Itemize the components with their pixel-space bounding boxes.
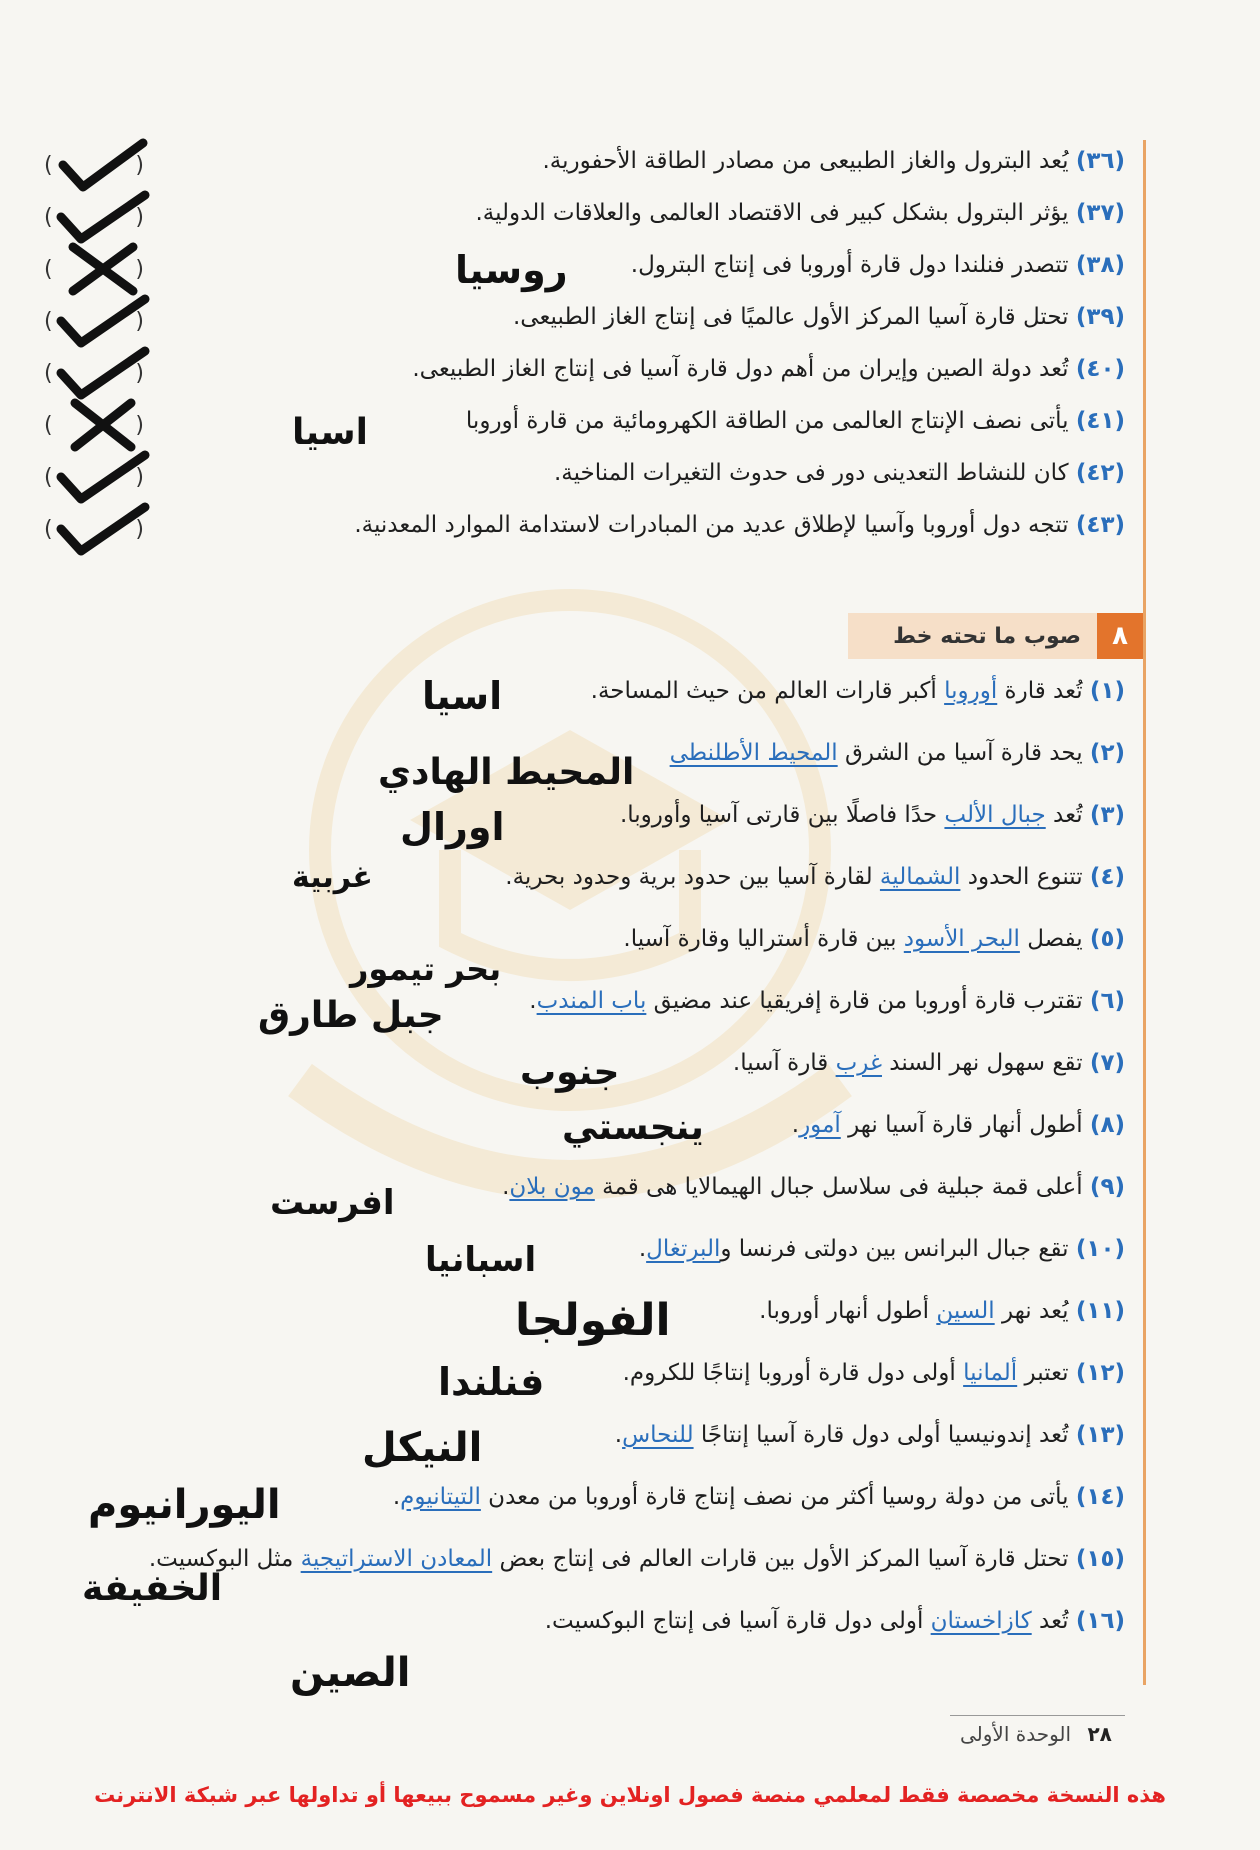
tf-item: (٣٦) يُعد البترول والغاز الطبيعى من مصادر الطاقة الأحفورية. <box>542 148 1125 174</box>
handwritten-answer: جنوب <box>520 1052 620 1093</box>
handwritten-answer: اورال <box>400 805 505 849</box>
tf-item: (٣٧) يؤثر البترول بشكل كبير فى الاقتصاد العالمى والعلاقات الدولية. <box>475 200 1125 226</box>
tf-item: (٣٩) تحتل قارة آسيا المركز الأول عالميًا فى إنتاج الغاز الطبيعى. <box>512 304 1125 330</box>
worksheet-page: (٣٦) يُعد البترول والغاز الطبيعى من مصادر الطاقة الأحفورية. (٣٧) يؤثر البترول بشكل كبير فى الاقتصاد العالمى والعلاقات الدولية. (٣٨) تتصدر فنلندا دول قارة أوروبا فى إنتاج البترول. (٣٩) تحتل قارة آسيا المركز الأول عالميًا فى إنتاج الغاز الطبيعى. (٤٠) تُعد دولة الصين وإيران من أهم دول قارة آسيا فى إنتاج الغاز الطبيعى. (٤١) يأتى نصف الإنتاج العالمى من الطاقة الكهرومائية من قارة أوروبا (٤٢) كان للنشاط التعدينى دور فى حدوث التغيرات المناخية. (٤٣) تتجه دول أوروبا وآسيا لإطلاق عديد من المبادرات لاستدامة الموارد المعدنية. روسيا اسيا ( ) ( ) ( ) ( ) ( ) ( ) ( ) ( ) ٨ صوب ما تحته خط (١) تُعد قارة أوروبا أكبر قارات العالم من حيث المساحة. (٢) يحد قارة آسيا من الشرق المحيط الأطلنطى (٣) تُعد جبال الألب حدًا فاصلًا بين قارتى آسيا وأوروبا. (٤) تتنوع الحدود الشمالية لقارة آسيا بين حدود برية وحدود بحرية. (٥) يفصل البحر الأسود بين قارة أستراليا وقارة آسيا. (٦) تقترب قارة أوروبا من قارة إفريقيا عند مضيق باب المندب. (٧) تقع سهول نهر السند غرب قارة آسيا. (٨) أطول أنهار قارة آسيا نهر آمور. (٩) أعلى قمة جبلية فى سلاسل جبال الهيمالايا هى قمة مون بلان. (١٠) تقع جبال البرانس بين دولتى فرنسا والبرتغال. (١١) يُعد نهر السين أطول أنهار أوروبا. (١٢) تعتبر ألمانيا أولى دول قارة أوروبا إنتاجًا للكروم. (١٣) تُعد إندونيسيا أولى دول قارة آسيا إنتاجًا للنحاس. (١٤) يأتى من دولة روسيا أكثر من نصف إنتاج قارة أوروبا من معدن التيتانيوم. (١٥) تحتل قارة آسيا المركز الأول بين قارات العالم فى إنتاج بعض المعادن الاستراتيجية مثل البوكسيت. (١٦) تُعد كازاخستان أولى دول قارة آسيا فى إنتاج البوكسيت. اسيا المحيط الهادي اورال غربية بحر تيمور جبل طارق جنوب ينجستي افرست اسبانيا الفولجا فنلندا النيكل اليورانيوم الخفيفة الصين ٢٨ الوحدة الأولى هذه النسخة مخصصة فقط لمعلمي منصة فصول اونلاين وغير مسموح ببيعها أو تداولها عبر شبكة الانترنت <box>0 0 1260 1850</box>
checkmark-icon <box>61 507 145 551</box>
correct-item: (٥) يفصل البحر الأسود بين قارة أستراليا وقارة آسيا. <box>623 926 1125 952</box>
handwritten-answer: اسيا <box>422 674 503 718</box>
tf-item: (٣٨) تتصدر فنلندا دول قارة أوروبا فى إنتاج البترول. <box>630 252 1125 278</box>
handwritten-answer: النيكل <box>362 1425 483 1471</box>
checkmark-icon <box>61 351 145 395</box>
handwritten-correction: روسيا <box>455 248 568 292</box>
tf-item: (٤١) يأتى نصف الإنتاج العالمى من الطاقة الكهرومائية من قارة أوروبا <box>465 408 1125 434</box>
checkmark-icon <box>61 299 145 343</box>
correct-item: (١١) يُعد نهر السين أطول أنهار أوروبا. <box>759 1298 1125 1324</box>
handwritten-answer: فنلندا <box>438 1360 545 1404</box>
handwritten-answer: الفولجا <box>515 1295 671 1346</box>
correct-item: (١٠) تقع جبال البرانس بين دولتى فرنسا والبرتغال. <box>638 1236 1125 1262</box>
page-number: ٢٨ <box>1087 1722 1112 1746</box>
checkmark-icon <box>61 195 145 239</box>
footer-rule <box>950 1715 1125 1716</box>
handwritten-answer: جبل طارق <box>258 995 444 1036</box>
section-number: ٨ <box>1097 613 1143 659</box>
handwritten-answer: ينجستي <box>562 1107 704 1148</box>
margin-rule <box>1143 140 1146 1685</box>
correct-item: (١٤) يأتى من دولة روسيا أكثر من نصف إنتاج قارة أوروبا من معدن التيتانيوم. <box>392 1484 1125 1510</box>
copyright-notice: هذه النسخة مخصصة فقط لمعلمي منصة فصول اونلاين وغير مسموح ببيعها أو تداولها عبر شبكة الانترنت <box>94 1783 1166 1807</box>
tf-item: (٤٣) تتجه دول أوروبا وآسيا لإطلاق عديد من المبادرات لاستدامة الموارد المعدنية. <box>354 512 1125 538</box>
correct-item: (٨) أطول أنهار قارة آسيا نهر آمور. <box>791 1112 1125 1138</box>
correct-item: (٦) تقترب قارة أوروبا من قارة إفريقيا عند مضيق باب المندب. <box>529 988 1125 1014</box>
correct-item: (٧) تقع سهول نهر السند غرب قارة آسيا. <box>732 1050 1125 1076</box>
handwritten-answer: اليورانيوم <box>88 1482 281 1528</box>
cross-mark-icon <box>75 403 131 447</box>
handwritten-marks <box>45 135 165 575</box>
correct-item: (٣) تُعد جبال الألب حدًا فاصلًا بين قارتى آسيا وأوروبا. <box>619 802 1125 828</box>
unit-label: الوحدة الأولى <box>960 1722 1072 1746</box>
tf-item: (٤٢) كان للنشاط التعدينى دور فى حدوث التغيرات المناخية. <box>553 460 1125 486</box>
handwritten-answer: افرست <box>270 1183 395 1223</box>
correct-item: (١) تُعد قارة أوروبا أكبر قارات العالم من حيث المساحة. <box>590 678 1125 704</box>
handwritten-answer: بحر تيمور <box>350 950 502 988</box>
handwritten-answer: المحيط الهادي <box>378 752 635 793</box>
watermark-logo <box>240 520 880 1280</box>
correct-item: (٤) تتنوع الحدود الشمالية لقارة آسيا بين حدود برية وحدود بحرية. <box>505 864 1125 890</box>
handwritten-answer: الخفيفة <box>82 1568 223 1609</box>
correct-item: (٢) يحد قارة آسيا من الشرق المحيط الأطلنطى <box>669 740 1125 766</box>
handwritten-answer: اسبانيا <box>425 1240 537 1280</box>
handwritten-answer: غربية <box>292 860 373 895</box>
correct-item: (٩) أعلى قمة جبلية فى سلاسل جبال الهيمالايا هى قمة مون بلان. <box>502 1174 1125 1200</box>
cross-mark-icon <box>73 247 133 291</box>
section-header <box>848 613 1143 659</box>
correct-item: (١٦) تُعد كازاخستان أولى دول قارة آسيا فى إنتاج البوكسيت. <box>544 1608 1125 1634</box>
handwritten-correction: اسيا <box>292 412 368 453</box>
section-title: صوب ما تحته خط <box>893 623 1081 649</box>
correct-item: (١٢) تعتبر ألمانيا أولى دول قارة أوروبا إنتاجًا للكروم. <box>622 1360 1125 1386</box>
correct-item: (١٥) تحتل قارة آسيا المركز الأول بين قارات العالم فى إنتاج بعض المعادن الاستراتيجية مثل البوكسيت. <box>148 1546 1125 1572</box>
page-footer <box>960 1722 1112 1746</box>
correct-item: (١٣) تُعد إندونيسيا أولى دول قارة آسيا إنتاجًا للنحاس. <box>614 1422 1125 1448</box>
checkmark-icon <box>61 455 145 499</box>
tf-item: (٤٠) تُعد دولة الصين وإيران من أهم دول قارة آسيا فى إنتاج الغاز الطبيعى. <box>412 356 1125 382</box>
handwritten-answer: الصين <box>290 1650 411 1696</box>
checkmark-icon <box>63 143 143 187</box>
